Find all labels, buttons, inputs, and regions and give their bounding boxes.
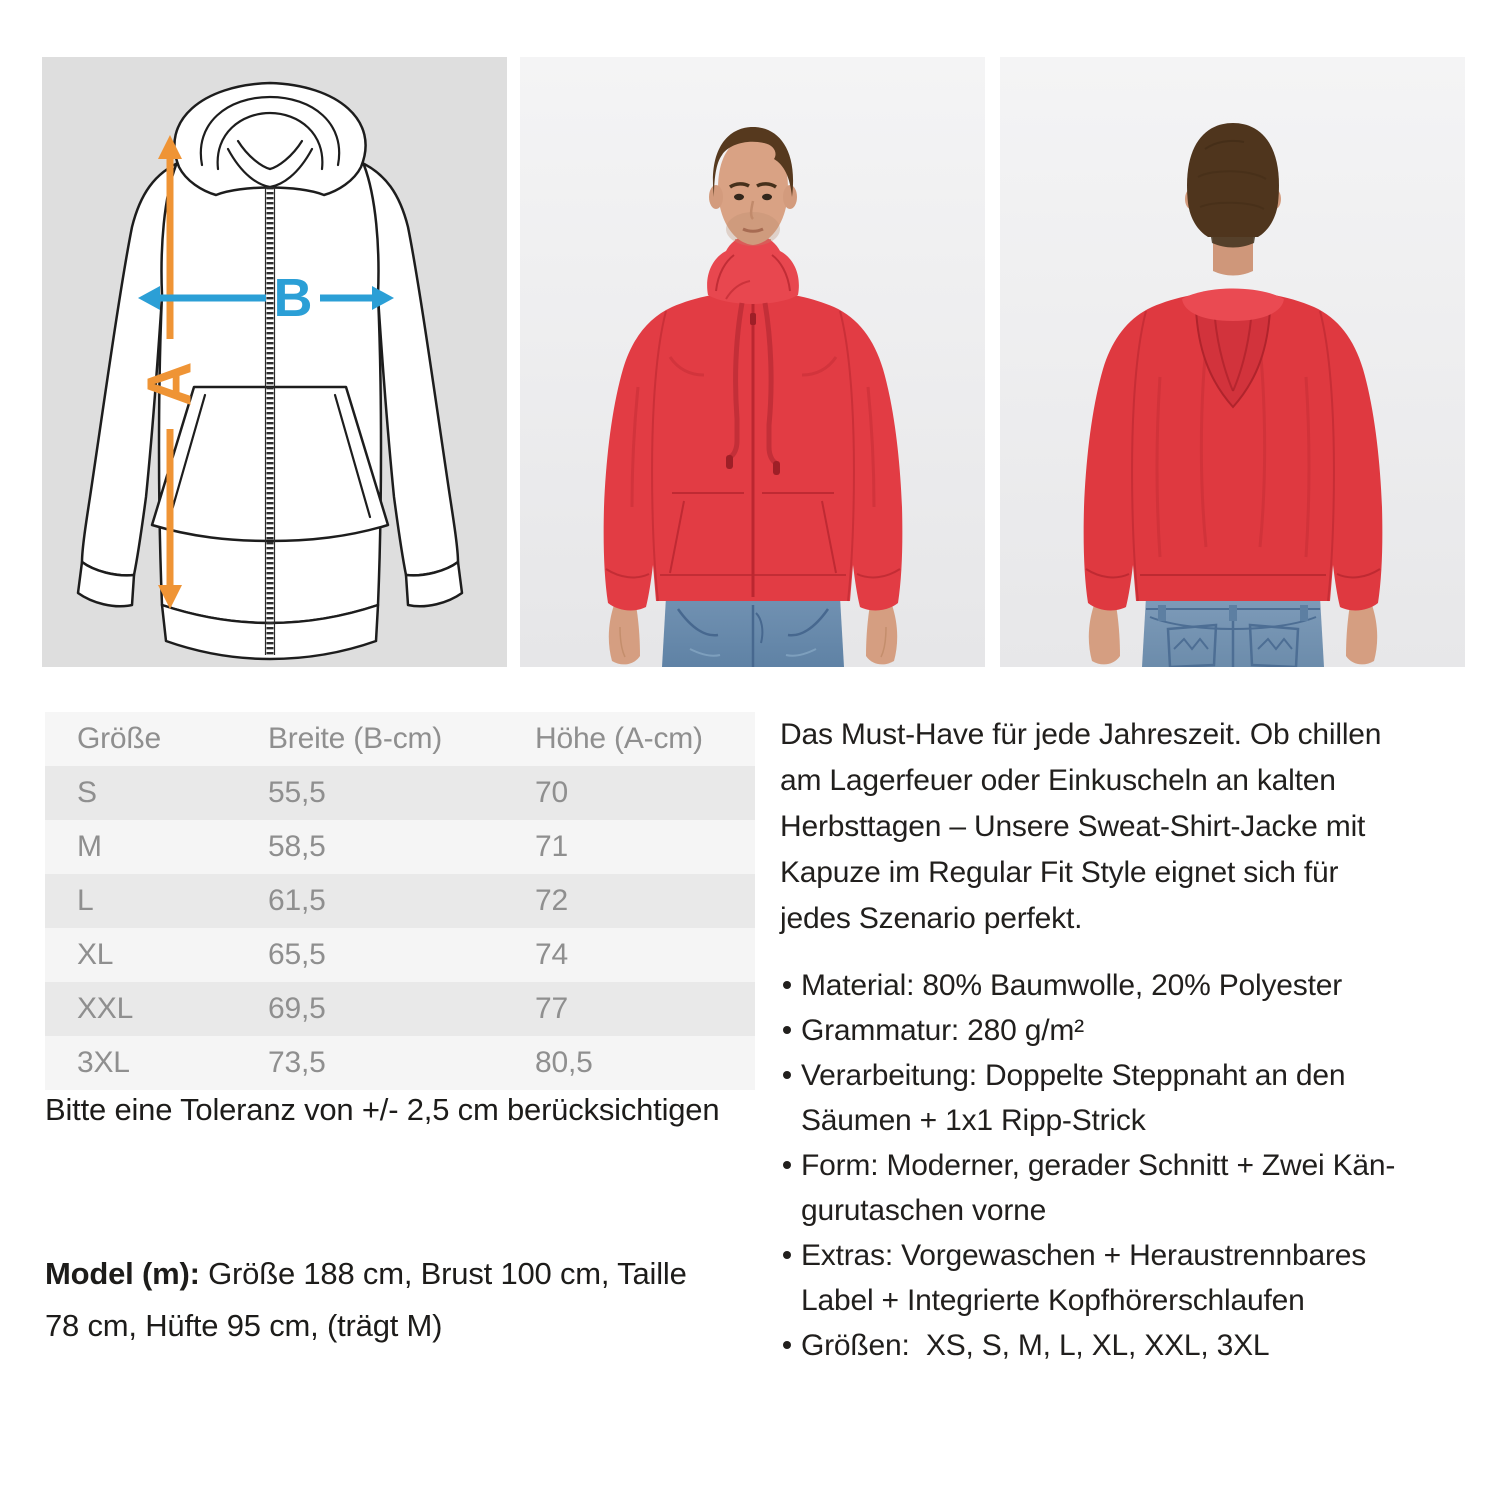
description-line: jedes Szenario perfekt. bbox=[780, 902, 1083, 935]
table-cell: 80,5 bbox=[535, 1046, 593, 1079]
bullet-line: Extras: Vorgewaschen + Heraustrennbares bbox=[801, 1239, 1367, 1272]
arrow-b-label: B bbox=[273, 268, 313, 328]
model-front-photo bbox=[520, 57, 985, 667]
table-cell: 61,5 bbox=[268, 884, 326, 917]
model-back-svg bbox=[1000, 57, 1465, 667]
bullet-line: Größen: XS, S, M, L, XL, XXL, 3XL bbox=[801, 1329, 1270, 1362]
size-diagram-image bbox=[42, 57, 507, 667]
model-measurements-label: Model (m): bbox=[45, 1256, 200, 1291]
bullet-line: Säumen + 1x1 Ripp-Strick bbox=[801, 1104, 1146, 1137]
table-cell: M bbox=[77, 830, 102, 863]
table-row bbox=[45, 820, 755, 874]
table-cell: 70 bbox=[535, 776, 568, 809]
model-measurements bbox=[45, 1248, 745, 1352]
feature-list bbox=[780, 963, 1480, 1368]
description-line: Kapuze im Regular Fit Style eignet sich für bbox=[780, 856, 1339, 889]
arrow-a-label: A bbox=[135, 361, 205, 407]
table-row bbox=[45, 982, 755, 1036]
bullet-item bbox=[780, 1143, 1480, 1233]
table-cell: 3XL bbox=[77, 1046, 130, 1079]
table-cell: 77 bbox=[535, 992, 568, 1025]
table-cell: 55,5 bbox=[268, 776, 326, 809]
table-cell: L bbox=[77, 884, 94, 917]
model-measurements-text-line2: 78 cm, Hüfte 95 cm, (trägt M) bbox=[45, 1308, 443, 1343]
description-line: Das Must-Have für jede Jahreszeit. Ob chillen bbox=[780, 718, 1382, 751]
description-paragraph bbox=[780, 712, 1480, 942]
model-front-svg bbox=[520, 57, 985, 667]
size-table-header-cell: Höhe (A-cm) bbox=[535, 722, 703, 755]
table-cell: S bbox=[77, 776, 97, 809]
bullet-line: Grammatur: 280 g/m² bbox=[801, 1014, 1084, 1047]
description-line: am Lagerfeuer oder Einkuscheln an kalten bbox=[780, 764, 1336, 797]
bullet-line: Verarbeitung: Doppelte Steppnaht an den bbox=[801, 1059, 1346, 1092]
table-row bbox=[45, 1036, 755, 1090]
description-line: Herbsttagen – Unsere Sweat-Shirt-Jacke mit bbox=[780, 810, 1366, 843]
table-cell: 58,5 bbox=[268, 830, 326, 863]
model-measurements-text: Größe 188 cm, Brust 100 cm, Taille bbox=[208, 1256, 687, 1291]
table-cell: 74 bbox=[535, 938, 568, 971]
model-back-photo bbox=[1000, 57, 1465, 667]
table-row bbox=[45, 874, 755, 928]
size-table-header-cell: Breite (B-cm) bbox=[268, 722, 443, 755]
table-row bbox=[45, 928, 755, 982]
table-cell: 65,5 bbox=[268, 938, 326, 971]
table-cell: XXL bbox=[77, 992, 134, 1025]
size-diagram-svg bbox=[42, 57, 507, 667]
size-table bbox=[45, 712, 755, 1090]
bullet-item bbox=[780, 963, 1480, 1008]
bullet-item bbox=[780, 1323, 1480, 1368]
size-table-header-row bbox=[45, 712, 755, 766]
bullet-item bbox=[780, 1233, 1480, 1323]
table-cell: 69,5 bbox=[268, 992, 326, 1025]
tolerance-note: Bitte eine Toleranz von +/- 2,5 cm berücksichtigen bbox=[45, 1092, 720, 1127]
table-cell: 71 bbox=[535, 830, 568, 863]
table-cell: 73,5 bbox=[268, 1046, 326, 1079]
bullet-item bbox=[780, 1053, 1480, 1143]
bullet-line: Material: 80% Baumwolle, 20% Polyester bbox=[801, 969, 1342, 1002]
table-row bbox=[45, 766, 755, 820]
table-cell: 72 bbox=[535, 884, 568, 917]
bullet-line: Label + Integrierte Kopfhörerschlaufen bbox=[801, 1284, 1305, 1317]
bullet-line: gurutaschen vorne bbox=[801, 1194, 1047, 1227]
bullet-line: Form: Moderner, gerader Schnitt + Zwei Kän- bbox=[801, 1149, 1396, 1182]
size-table-header-cell: Größe bbox=[77, 722, 162, 755]
table-cell: XL bbox=[77, 938, 114, 971]
product-description bbox=[780, 712, 1480, 1368]
bullet-item bbox=[780, 1008, 1480, 1053]
